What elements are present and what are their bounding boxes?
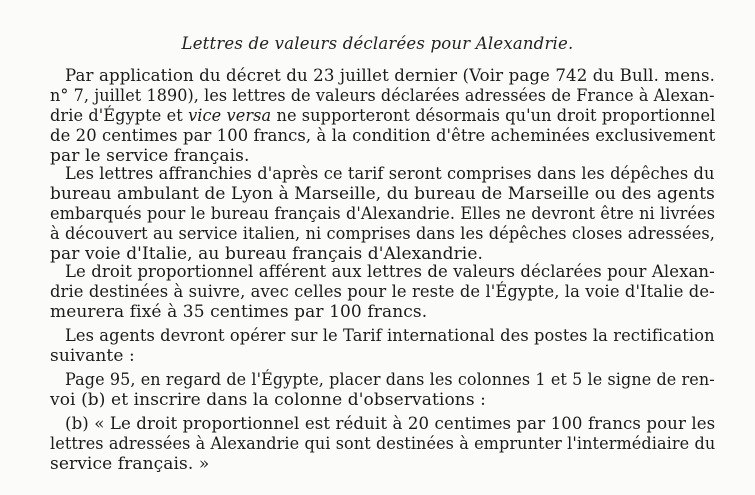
text-line: service français. » (50, 454, 210, 474)
text-line: embarqués pour le bureau français d'Alexandrie. Elles ne devront être ni livrées (50, 204, 716, 224)
text-line: à découvert au service italien, ni comprises dans les dépêches closes adressées, (50, 224, 716, 244)
text-line: suivante : (50, 346, 135, 366)
text-line: Les lettres affranchies d'après ce tarif seront comprises dans les dépêches du (65, 164, 715, 184)
text-line: voi (b) et inscrire dans la colonne d'observations : (50, 390, 487, 410)
text-line: Le droit proportionnel afférent aux lettres de valeurs déclarées pour Alexan- (65, 262, 715, 282)
document-title: Lettres de valeurs déclarées pour Alexandrie. (181, 34, 574, 53)
text-line: (b) « Le droit proportionnel est réduit à 20 centimes par 100 francs pour les (65, 414, 716, 434)
text-line: lettres adressées à Alexandrie qui sont destinées à emprunter l'intermédiaire du (50, 434, 716, 454)
italic-phrase: vice versa (188, 106, 272, 126)
text-segment: drie d'Égypte et (50, 106, 189, 126)
text-line: n° 7, juillet 1890), les lettres de valeurs déclarées adressées de France à Alexan- (50, 86, 715, 106)
text-line: Par application du décret du 23 juillet dernier (Voir page 742 du Bull. mens. (65, 66, 715, 86)
text-line: Page 95, en regard de l'Égypte, placer dans les colonnes 1 et 5 le signe de ren- (65, 370, 715, 390)
text-line: de 20 centimes par 100 francs, à la condition d'être acheminées exclusivement (50, 126, 716, 146)
text-line: par le service français. (50, 146, 250, 166)
text-line: par voie d'Italie, au bureau français d'Alexandrie. (50, 244, 483, 264)
text-line: drie destinées à suivre, avec celles pour le reste de l'Égypte, la voie d'Italie de- (50, 282, 715, 302)
text-segment: ne supporteront désormais qu'un droit proportionnel (271, 106, 716, 126)
text-line (50, 106, 715, 126)
text-line: bureau ambulant de Lyon à Marseille, du bureau de Marseille ou des agents (50, 184, 715, 204)
text-line: Les agents devront opérer sur le Tarif international des postes la rectification (65, 326, 715, 346)
text-line: meurera fixé à 35 centimes par 100 francs. (50, 302, 428, 322)
